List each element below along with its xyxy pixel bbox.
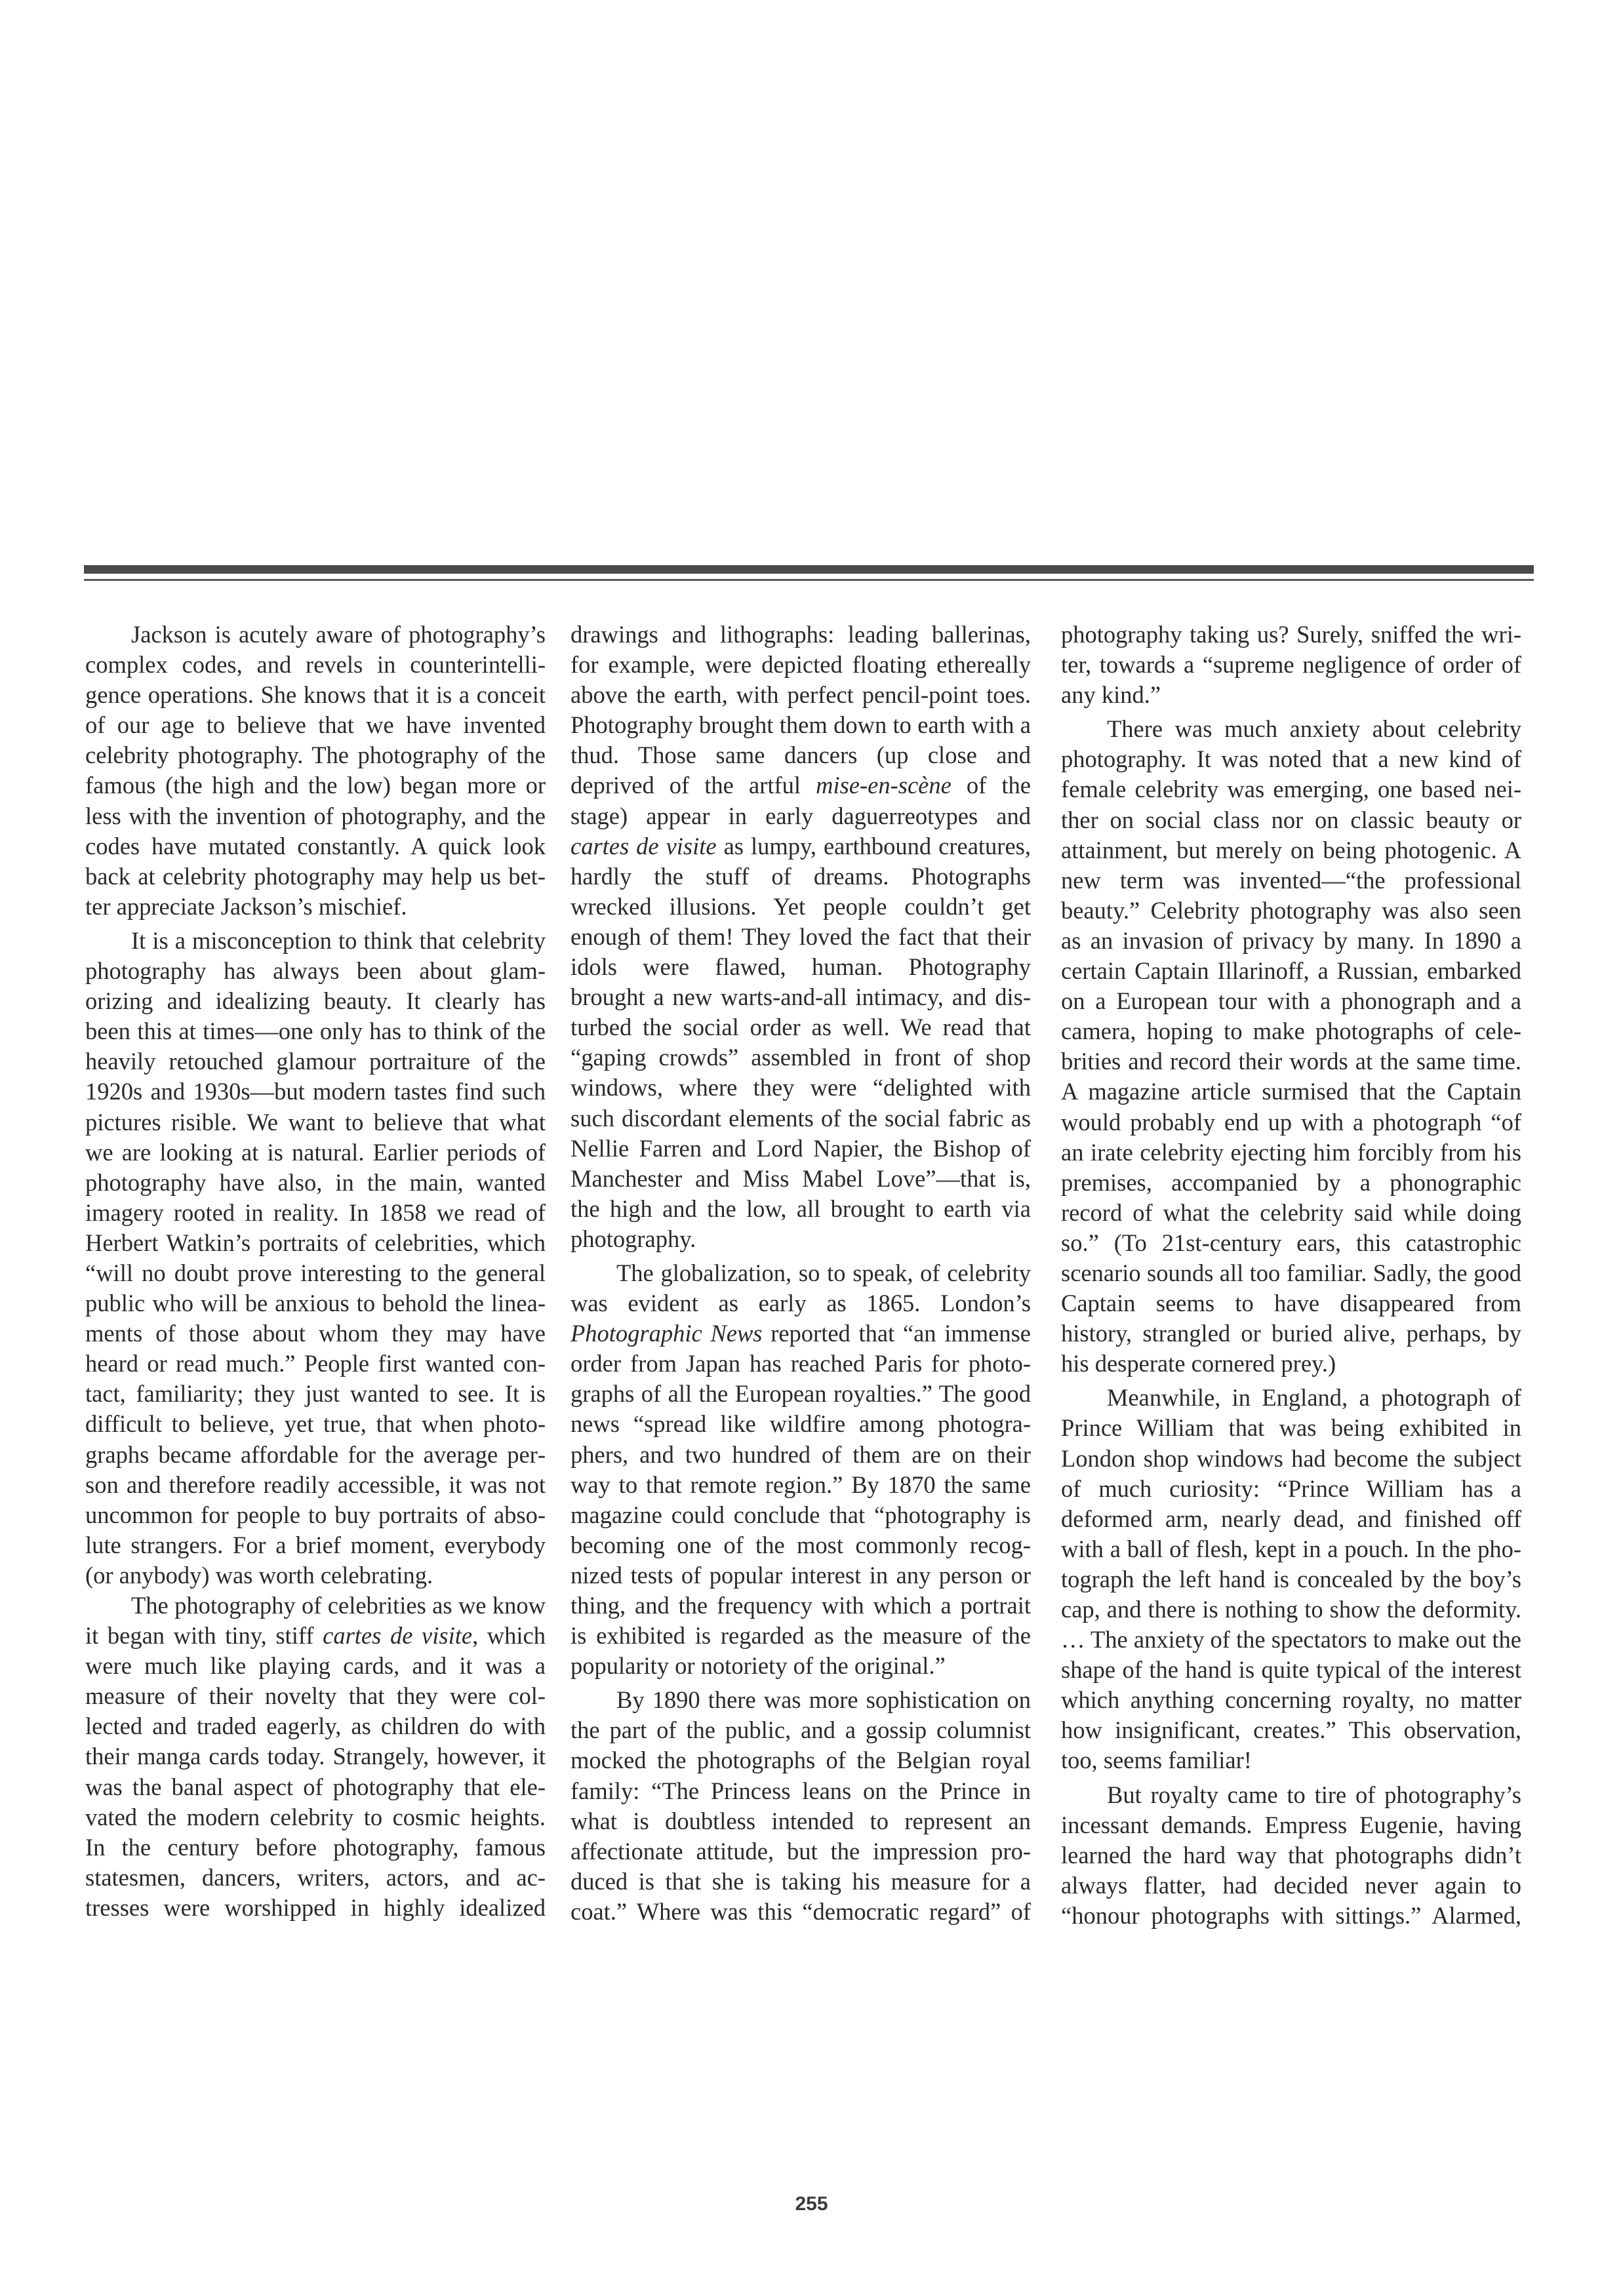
paragraph: The photography of celebrities as we know it began with tiny, stiff cartes de visite, which were much like playing cards, and it was a measure of their novelty that they were collected and traded eagerly, as children do with their manga cards today. Strangely, however, it was the banal aspect of photography that elevated the modern celebrity to cosmic heights. In the century before photography, famous statesmen, dancers, writers, actors, and actresses were worshipped in highly idealized <box>85 1592 546 1921</box>
paragraph: By 1890 there was more sophistication on the part of the public, and a gossip columnist mocked the photographs of the Belgian royal family: “The Princess leans on the Prince in what is doubtless intended to represent an affectionate attitude, but the impression produced is that she is taking his measure for a coat.” Where was this “democratic regard” of <box>571 1686 1031 1925</box>
text-column-1 <box>85 620 546 1923</box>
paragraph: But royalty came to tire of photography’s incessant demands. Empress Eugenie, having learned the hard way that photographs didn’t always flatter, had decided never again to “honour photographs with sittings.” Alarmed, <box>1061 1781 1521 1929</box>
paragraph: drawings and lithographs: leading ballerinas, for example, were depicted floating ethereally above the earth, with perfect pencil-point toes. Photography brought them down to earth with a thud. Those same dancers (up close and deprived of the artful mise-en-scène of the stage) appear in early daguerreotypes and cartes de visite as lumpy, earthbound creatures, hardly the stuff of dreams. Photographs wrecked illusions. Yet people couldn’t get enough of them! They loved the fact that their idols were flawed, human. Photography brought a new warts-and-all intimacy, and disturbed the social order as well. We read that “gaping crowds” assembled in front of shop windows, where they were “delighted with such discordant elements of the social fabric as Nellie Farren and Lord Napier, the Bishop of Manchester and Miss Mabel Love”—that is, the high and the low, all brought to earth via photography. <box>571 621 1032 1252</box>
paragraph: The globalization, so to speak, of celebrity was evident as early as 1865. London’s Photographic News reported that “an immense order from Japan has reached Paris for photographs of all the European royalties.” The good news “spread like wildfire among photographers, and two hundred of them are on their way to that remote region.” By 1870 the same magazine could conclude that “photography is becoming one of the most commonly recognized tests of popular interest in any person or thing, and the frequency with which a portrait is exhibited is regarded as the measure of the popularity or notoriety of the original.” <box>571 1259 1032 1680</box>
paragraph: Meanwhile, in England, a photograph of Prince William that was being exhibited in London shop windows had become the subject of much curiosity: “Prince William has a deformed arm, nearly dead, and finished off with a ball of flesh, kept in a pouch. In the photograph the left hand is concealed by the boy’s cap, and there is nothing to show the deformity. … The anxiety of the spectators to make out the shape of the hand is quite typical of the interest which anything concerning royalty, no matter how insignificant, creates.” This observation, too, seems familiar! <box>1061 1384 1521 1774</box>
text-column-2 <box>571 620 1031 1927</box>
paragraph: There was much anxiety about celebrity photography. It was noted that a new kind of female celebrity was emerging, one based neither on social class nor on classic beauty or attainment, but merely on being photogenic. A new term was invented—“the professional beauty.” Celebrity photography was also seen as an invasion of privacy by many. In 1890 a certain Captain Illarinoff, a Russian, embarked on a European tour with a phonograph and a camera, hoping to make photographs of celebrities and record their words at the same time. A magazine article surmised that the Captain would probably end up with a photograph “of an irate celebrity ejecting him forcibly from his premises, accompanied by a phonographic record of what the celebrity said while doing so.” (To 21st-century ears, this catastrophic scenario sounds all too familiar. Sadly, the good Captain seems to have disappeared from history, strangled or buried alive, perhaps, by his desperate cornered prey.) <box>1061 715 1521 1377</box>
header-rule-thin <box>84 579 1534 581</box>
page-number: 255 <box>795 2193 828 2215</box>
paragraph: Jackson is acutely aware of photography’s complex codes, and revels in counterintelligence operations. She knows that it is a conceit of our age to believe that we have invented celebrity photography. The photography of the famous (the high and the low) began more or less with the invention of photography, and the codes have mutated constantly. A quick look back at celebrity photography may help us better appreciate Jackson’s mischief. <box>85 621 546 920</box>
text-column-3 <box>1061 620 1521 1931</box>
header-rule-thick <box>84 565 1534 574</box>
paragraph: photography taking us? Surely, sniffed the writer, towards a “supreme negligence of order of any kind.” <box>1061 621 1521 709</box>
paragraph: It is a misconception to think that celebrity photography has always been about glamorizing and idealizing beauty. It clearly has been this at times—one only has to think of the heavily retouched glamour portraiture of the 1920s and 1930s—but modern tastes find such pictures risible. We want to believe that what we are looking at is natural. Earlier periods of photography have also, in the main, wanted imagery rooted in reality. In 1858 we read of Herbert Watkin’s portraits of celebrities, which “will no doubt prove interesting to the general public who will be anxious to behold the lineaments of those about whom they may have heard or read much.” People first wanted contact, familiarity; they just wanted to see. It is difficult to believe, yet true, that when photographs became affordable for the average person and therefore readily accessible, it was not uncommon for people to buy portraits of absolute strangers. For a brief moment, everybody (or anybody) was worth celebrating. <box>85 926 546 1589</box>
